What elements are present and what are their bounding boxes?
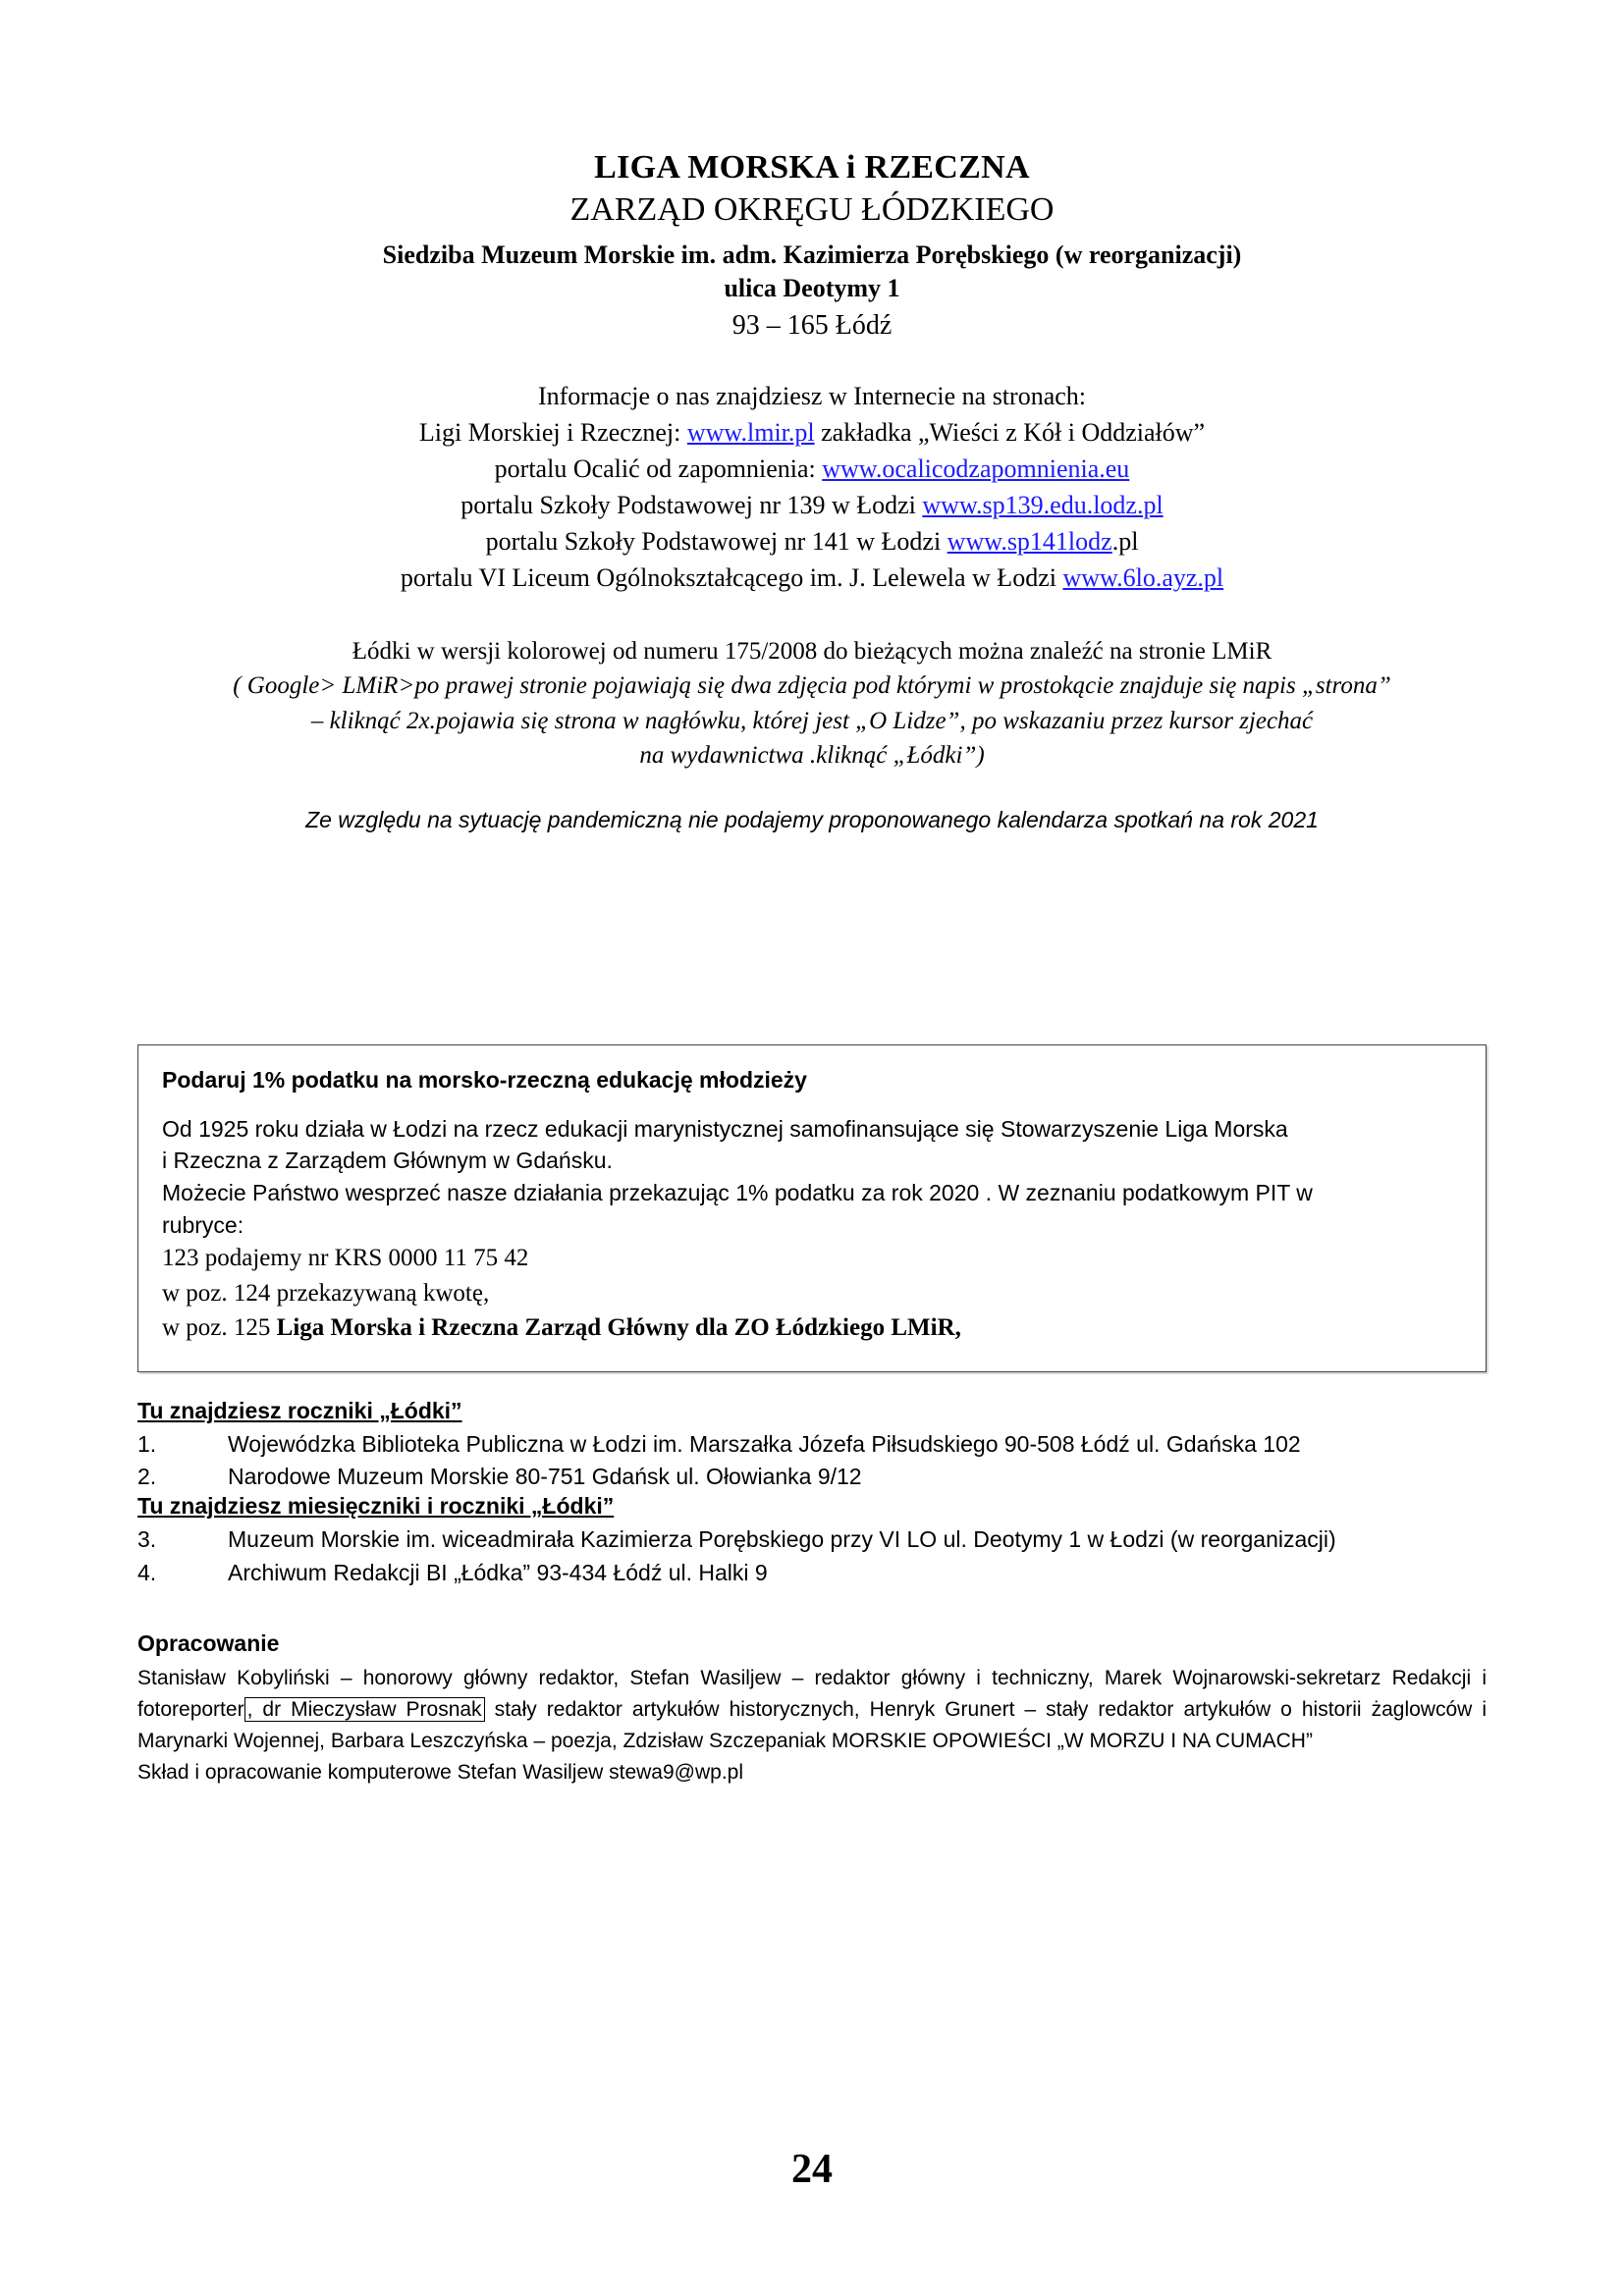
internet-line-4 (137, 523, 1487, 560)
list-item-number: 3. (137, 1526, 157, 1553)
page-number: 24 (791, 2147, 833, 2192)
donation-poz-125-prefix: w poz. 125 (162, 1314, 277, 1342)
internet-line-1 (137, 414, 1487, 451)
credits-last-line: Skład i opracowanie komputerowe Stefan Wasiljew stewa9@wp.pl (137, 1760, 743, 1784)
internet-intro: Informacje o nas znajdziesz w Internecie na stronach: (537, 381, 1086, 410)
internet-line-5-pre: portalu VI Liceum Ogólnokształcącego im. J. Lelewela w Łodzi (400, 563, 1063, 593)
internet-line-3-pre: portalu Szkoły Podstawowej nr 139 w Łodzi (460, 491, 923, 520)
link-sp139[interactable]: www.sp139.edu.lodz.pl (922, 491, 1164, 520)
list-item (137, 1461, 1487, 1493)
lodki-note-line-3: – kliknąć 2x.pojawia się strona w nagłówku, której jest „O Lidze”, po wskazaniu przez kursor zjechać (310, 707, 1314, 734)
donation-title: Podaruj 1% podatku na morsko-rzeczną edukację młodzieży (162, 1066, 807, 1093)
internet-line-4-pre: portalu Szkoły Podstawowej nr 141 w Łodzi (485, 527, 947, 557)
organization-name: LIGA MORSKA i RZECZNA (594, 149, 1030, 186)
internet-line-4-post: .pl (1111, 527, 1139, 557)
credits-heading: Opracowanie (137, 1630, 280, 1657)
credits-segment-1: Stanisław Kobyliński – honorowy główny redaktor, Stefan Wasiljew – redaktor główny i techniczny, Marek Wojnarowski-sekretarz Redakcji i fotoreporter (137, 1667, 1487, 1721)
seat-line-1: Siedziba Muzeum Morskie im. adm. Kazimierza Porębskiego (w reorganizacji) (382, 240, 1242, 269)
internet-line-3 (137, 487, 1487, 523)
list-item-text: Wojewódzka Biblioteka Publiczna w Łodzi im. Marszałka Józefa Piłsudskiego 90-508 Łódź ul. Gdańska 102 (228, 1430, 1301, 1457)
lodki-archive-note (137, 634, 1487, 774)
donation-paragraph-1-line-1: Od 1925 roku działa w Łodzi na rzecz edukacji marynistycznej samofinansujące się Stowarzyszenie Liga Morska (162, 1115, 1288, 1142)
donation-poz-124: w poz. 124 przekazywaną kwotę, (162, 1279, 490, 1307)
donation-paragraph-2-line-2: rubryce: (162, 1211, 244, 1238)
credits-boxed-name: , dr Mieczysław Prosnak (244, 1697, 485, 1722)
list-item (137, 1428, 1487, 1461)
donation-box (137, 1044, 1487, 1372)
credits-body (137, 1663, 1487, 1789)
internet-info-block (137, 378, 1487, 597)
link-lmir[interactable]: www.lmir.pl (686, 417, 815, 447)
donation-poz-125 (162, 1310, 1462, 1346)
credits-section (137, 1630, 1487, 1789)
lodki-note-line-4: na wydawnictwa .kliknąć „Łódki”) (639, 742, 985, 770)
internet-line-1-post: zakładka „Wieści z Kół i Oddziałów” (814, 417, 1206, 447)
internet-line-5 (137, 560, 1487, 596)
internet-line-1-pre: Ligi Morskiej i Rzecznej: (418, 417, 687, 447)
list-item (137, 1523, 1487, 1556)
list-item-text: Narodowe Muzeum Morskie 80-751 Gdańsk ul. Ołowianka 9/12 (228, 1464, 862, 1490)
internet-line-2-pre: portalu Ocalić od zapomnienia: (494, 454, 823, 483)
pandemic-note: Ze względu na sytuację pandemiczną nie podajemy proponowanego kalendarza spotkań na rok 2021 (305, 806, 1319, 832)
organization-district: ZARZĄD OKRĘGU ŁÓDZKIEGO (569, 191, 1055, 229)
seat-line-2: ulica Deotymy 1 (724, 274, 900, 303)
donation-paragraph-1-line-2: i Rzeczna z Zarządem Głównym w Gdańsku. (162, 1148, 613, 1174)
list-item-number: 1. (137, 1430, 157, 1457)
postal-address: 93 – 165 Łódź (731, 309, 893, 341)
list-item-text: Archiwum Redakcji BI „Łódka” 93-434 Łódź ul. Halki 9 (228, 1559, 768, 1585)
donation-poz-125-recipient: Liga Morska i Rzeczna Zarząd Główny dla ZO Łódzkiego LMiR, (276, 1314, 961, 1342)
list-item-number: 2. (137, 1464, 157, 1490)
credits-segment-2: stały redaktor artykułów historycznych, Henryk Grunert – stały redaktor artykułów o historii żaglowców i Marynarki Wojennej, Barbara Leszczyńska – poezja, Zdzisław Szczepaniak MORSKIE OPOWIEŚCI „W MORZU I NA CUMACH” (137, 1697, 1487, 1752)
donation-paragraph-2-line-1: Możecie Państwo wesprzeć nasze działania przekazując 1% podatku za rok 2020 . W zeznaniu podatkowym PIT w (162, 1179, 1313, 1205)
internet-line-2 (137, 451, 1487, 487)
archives-heading-yearbooks: Tu znajdziesz roczniki „Łódki” (137, 1397, 462, 1423)
link-sp141[interactable]: www.sp141lodz (947, 527, 1112, 557)
link-ocalicodzapomnienia[interactable]: www.ocalicodzapomnienia.eu (822, 454, 1130, 483)
list-item-text: Muzeum Morskie im. wiceadmirała Kazimierza Porębskiego przy VI LO ul. Deotymy 1 w Łodzi (w reorganizacji) (228, 1526, 1336, 1553)
archives-heading-monthlies: Tu znajdziesz miesięczniki i roczniki „Łódki” (137, 1493, 615, 1520)
list-item-number: 4. (137, 1559, 157, 1585)
lodki-note-line-1: Łódki w wersji kolorowej od numeru 175/2008 do bieżących można znaleźć na stronie LMiR (352, 637, 1272, 665)
link-6lo[interactable]: www.6lo.ayz.pl (1062, 563, 1224, 593)
document-header (137, 147, 1487, 345)
archives-section (137, 1398, 1487, 1589)
donation-krs-line: 123 podajemy nr KRS 0000 11 75 42 (162, 1245, 529, 1272)
list-item (137, 1557, 1487, 1589)
lodki-note-line-2: ( Google> LMiR>po prawej stronie pojawiają się dwa zdjęcia pod którymi w prostokącie znajduje się napis „strona” (233, 672, 1391, 700)
